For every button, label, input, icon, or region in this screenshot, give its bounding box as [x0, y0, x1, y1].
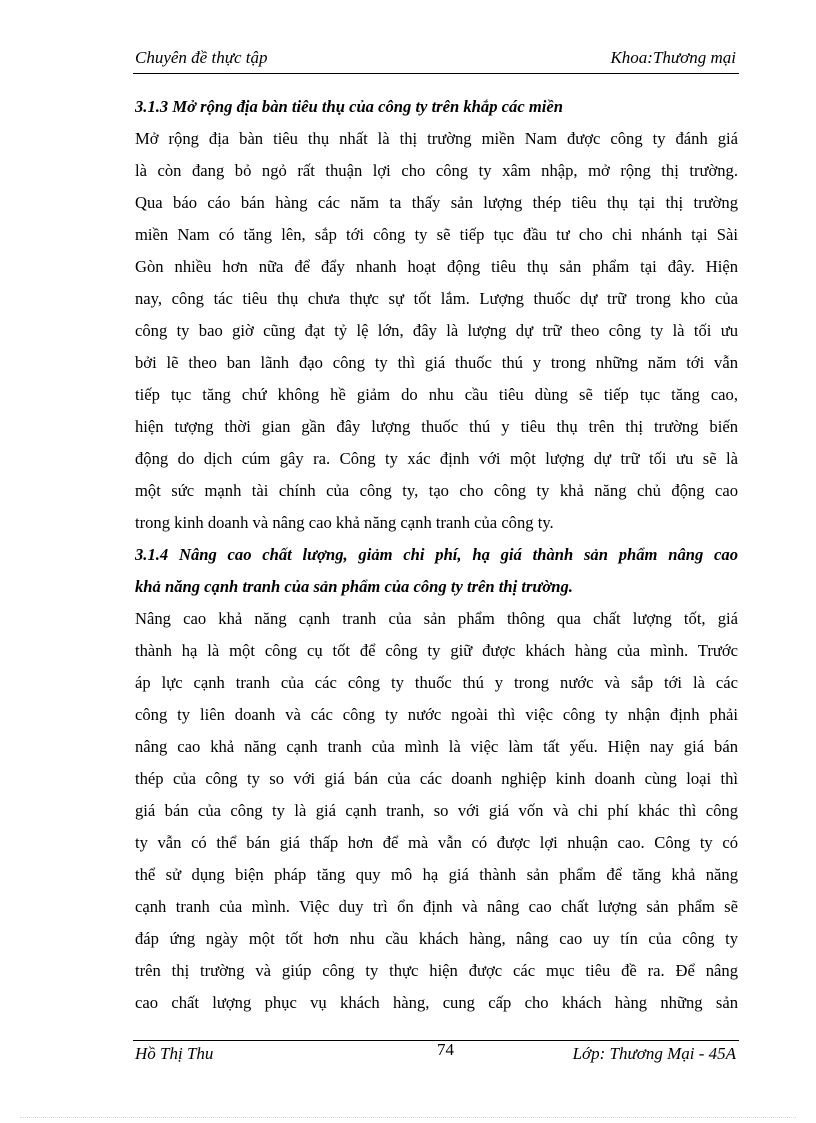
paragraph-line: áp lực cạnh tranh của các công ty thuốc thú y trong nước và sắp tới là các — [135, 673, 738, 692]
paragraph-line: trong kinh doanh và nâng cao khả năng cạnh tranh của công ty. — [135, 513, 554, 532]
paragraph-line: hiện tượng thời gian gần đây lượng thuốc thú y tiêu thụ trên thị trường biến — [135, 417, 738, 436]
paragraph-line: nay, công tác tiêu thụ chưa thực sự tốt lắm. Lượng thuốc dự trữ trong kho của — [135, 289, 738, 308]
paragraph-line: là còn đang bỏ ngỏ rất thuận lợi cho công ty xâm nhập, mở rộng thị trường. — [135, 161, 738, 180]
header-faculty: Khoa:Thương mại — [610, 48, 736, 67]
footer-divider — [133, 1040, 739, 1041]
paragraph-line: Qua báo cáo bán hàng các năm ta thấy sản lượng thép tiêu thụ tại thị trường — [135, 193, 738, 212]
paragraph-line: Gòn nhiều hơn nữa để đẩy nhanh hoạt động tiêu thụ sản phẩm tại đây. Hiện — [135, 257, 738, 276]
paragraph-line: công ty bao giờ cũng đạt tỷ lệ lớn, đây là lượng dự trữ theo công ty là tối ưu — [135, 321, 738, 340]
paragraph-line: giá bán của công ty là giá cạnh tranh, so với giá vốn và chi phí khác thì công — [135, 801, 738, 820]
paragraph-line: nâng cao khả năng cạnh tranh của mình là việc làm tất yếu. Hiện nay giá bán — [135, 737, 738, 756]
section-3-1-4-paragraph — [135, 603, 738, 1019]
paragraph-line: ty vẫn có thể bán giá thấp hơn để mà vẫn có được lợi nhuận cao. Công ty có — [135, 833, 738, 852]
paragraph-line: thép của công ty so với giá bán của các doanh nghiệp kinh doanh cùng loại thì — [135, 769, 738, 788]
header-document-title: Chuyên đề thực tập — [135, 48, 268, 67]
paragraph-line: trên thị trường và giúp công ty thực hiện được các mục tiêu đề ra. Để nâng — [135, 961, 738, 980]
paragraph-line: bởi lẽ theo ban lãnh đạo công ty thì giá thuốc thú y trong những năm tới vẫn — [135, 353, 738, 372]
paragraph-line: cạnh tranh của mình. Việc duy trì ổn định và nâng cao chất lượng sản phẩm sẽ — [135, 897, 738, 916]
section-heading-3-1-4: 3.1.4 Nâng cao chất lượng, giảm chi phí, hạ giá thành sản phẩm nâng cao — [135, 545, 738, 564]
paragraph-line: động do dịch cúm gây ra. Công ty xác định với một lượng dự trữ tối ưu sẽ là — [135, 449, 738, 468]
paragraph-line: thể sử dụng biện pháp tăng quy mô hạ giá thành sản phẩm để tăng khả năng — [135, 865, 738, 884]
paragraph-line: công ty liên doanh và các công ty nước ngoài thì việc công ty nhận định phải — [135, 705, 738, 724]
paragraph-line: thành hạ là một công cụ tốt để công ty giữ được khách hàng của mình. Trước — [135, 641, 738, 660]
paragraph-line: đáp ứng ngày một tốt hơn nhu cầu khách hàng, nâng cao uy tín của công ty — [135, 929, 738, 948]
page-body — [135, 91, 738, 1019]
section-heading-3-1-3: 3.1.3 Mở rộng địa bàn tiêu thụ của công ty trên khắp các miền — [135, 97, 563, 116]
section-3-1-3-paragraph — [135, 123, 738, 539]
paragraph-line: miền Nam có tăng lên, sắp tới công ty sẽ tiếp tục đầu tư cho chi nhánh tại Sài — [135, 225, 738, 244]
page-number: 74 — [437, 1040, 454, 1059]
paragraph-line: tiếp tục tăng chứ không hề giảm do nhu cầu tiêu dùng sẽ tiếp tục tăng cao, — [135, 385, 738, 404]
footer-class: Lớp: Thương Mại - 45A — [572, 1044, 736, 1063]
section-heading-3-1-4-cont: khả năng cạnh tranh của sản phẩm của công ty trên thị trường. — [135, 577, 573, 596]
paragraph-line: một sức mạnh tài chính của công ty, tạo cho công ty khả năng chủ động cao — [135, 481, 738, 500]
paragraph-line: Nâng cao khả năng cạnh tranh của sản phẩm thông qua chất lượng tốt, giá — [135, 609, 738, 628]
header-divider — [133, 73, 739, 74]
page-edge-divider — [20, 1117, 796, 1118]
footer-author: Hồ Thị Thu — [135, 1044, 214, 1063]
paragraph-line: cao chất lượng phục vụ khách hàng, cung cấp cho khách hàng những sản — [135, 993, 738, 1012]
paragraph-line: Mở rộng địa bàn tiêu thụ nhất là thị trường miền Nam được công ty đánh giá — [135, 129, 738, 148]
